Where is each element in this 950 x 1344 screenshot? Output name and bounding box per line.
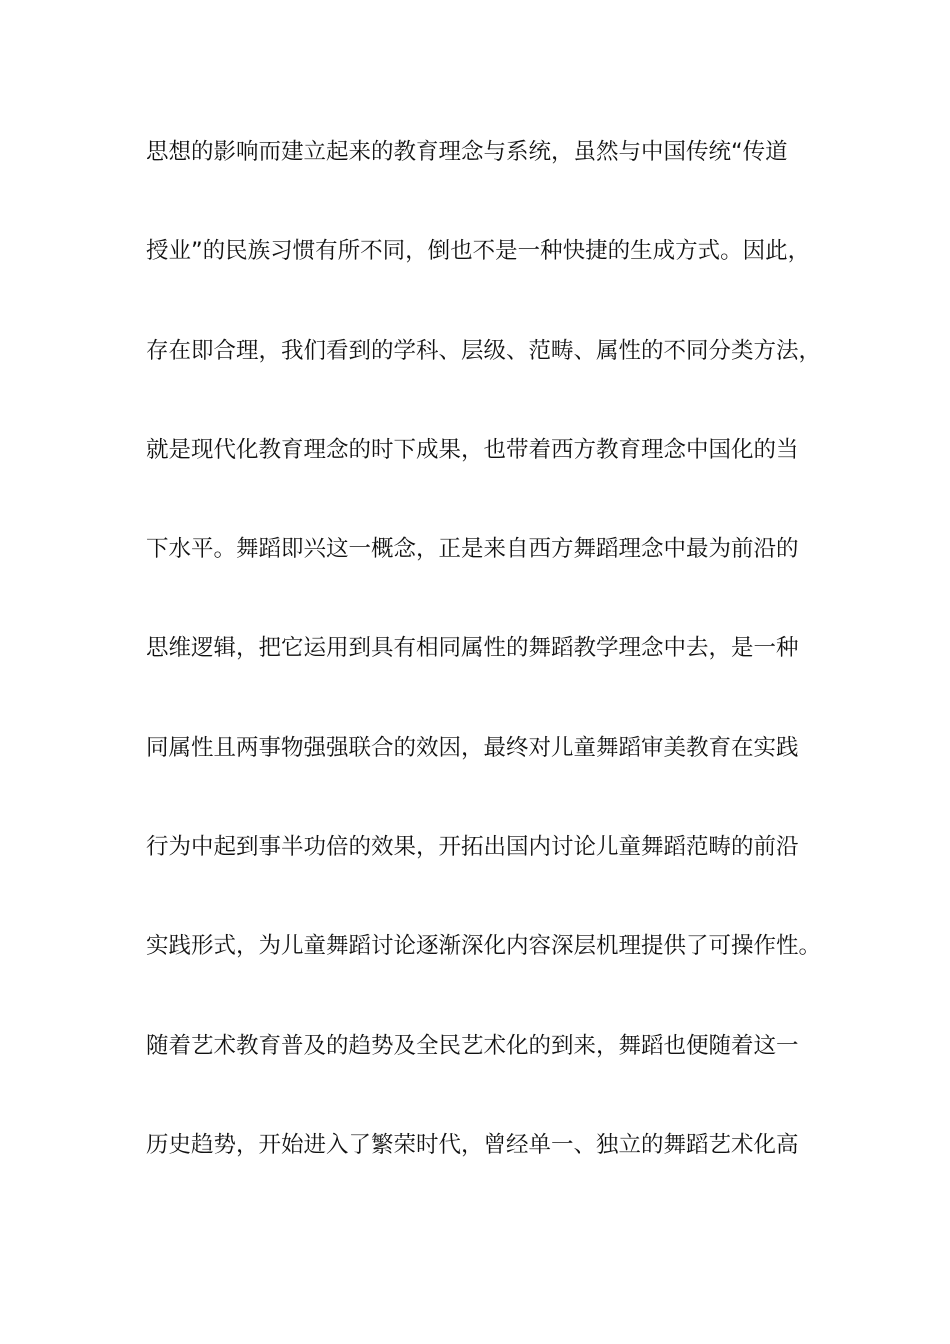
text-line: 思想的影响而建立起来的教育理念与系统，虽然与中国传统“传道 [146,139,788,165]
body-text [146,128,836,1220]
text-line: 思维逻辑，把它运用到具有相同属性的舞蹈教学理念中去，是一种 [146,635,799,662]
text-line: 同属性且两事物强强联合的效因，最终对儿童舞蹈审美教育在实践 [146,734,799,761]
text-line: 授业”的民族习惯有所不同，倒也不是一种快捷的生成方式。因此， [146,238,811,265]
text-line: 实践形式，为儿童舞蹈讨论逐渐深化内容深层机理提供了可操作性。 [146,933,822,960]
text-line: 存在即合理，我们看到的学科、层级、范畴、属性的不同分类方法， [146,337,822,364]
text-line: 就是现代化教育理念的时下成果，也带着西方教育理念中国化的当 [146,436,799,463]
text-line: 历史趋势，开始进入了繁荣时代，曾经单一、独立的舞蹈艺术化高 [146,1131,799,1158]
text-line: 随着艺术教育普及的趋势及全民艺术化的到来，舞蹈也便随着这一 [146,1032,799,1059]
text-line: 下水平。舞蹈即兴这一概念，正是来自西方舞蹈理念中最为前沿的 [146,536,799,563]
text-line: 行为中起到事半功倍的效果，开拓出国内讨论儿童舞蹈范畴的前沿 [146,834,799,861]
